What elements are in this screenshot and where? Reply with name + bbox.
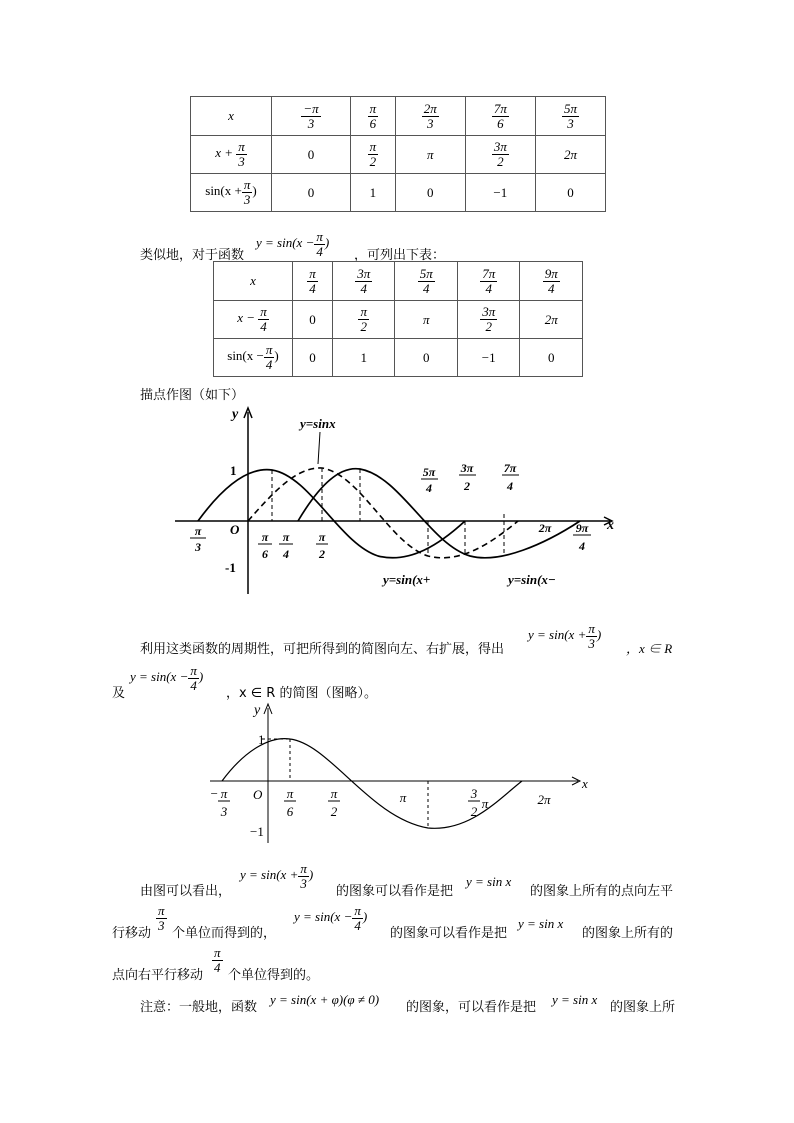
svg-text:2: 2 — [464, 479, 470, 493]
svg-text:π: π — [330, 786, 338, 801]
table-cell: $\frac{\pi}{2}$ — [350, 136, 395, 174]
svg-text:π: π — [261, 530, 269, 544]
paragraph-extend — [140, 620, 700, 664]
svg-text:2π: 2π — [537, 792, 551, 807]
svg-text:2π: 2π — [538, 521, 552, 535]
table-row-label: x — [214, 262, 293, 301]
similar-text-line — [140, 226, 660, 263]
graph1-x-label: x — [607, 518, 614, 533]
table-cell: 0 — [272, 136, 351, 174]
curve-sin-x-plus-pi-3 — [198, 470, 465, 558]
table-cell: 0 — [535, 174, 605, 212]
table-cell: 0 — [520, 339, 583, 377]
table-cell: π — [395, 301, 458, 339]
svg-text:O: O — [253, 787, 263, 802]
table-cell: 1 — [332, 339, 395, 377]
paragraph-text: 类似地，对于函数 — [140, 248, 245, 263]
table-row-label: x − $\frac{\pi}{4}$ — [214, 301, 293, 339]
svg-text:π: π — [220, 786, 228, 801]
table-cell: −1 — [457, 339, 520, 377]
table-cell: 1 — [350, 174, 395, 212]
svg-text:−1: −1 — [250, 824, 264, 839]
svg-text:−: − — [209, 786, 219, 801]
svg-text:π: π — [282, 530, 290, 544]
svg-text:5π: 5π — [422, 465, 436, 479]
svg-text:4: 4 — [283, 547, 289, 561]
label-y-sin-x-minus-pi-4: y=sin(x− — [508, 572, 556, 587]
table-cell: $\frac{2\pi}{3}$ — [395, 97, 465, 136]
table-cell: $\frac{3\pi}{4}$ — [332, 262, 395, 301]
table-cell: $\frac{-\pi}{3}$ — [272, 97, 351, 136]
label-y-sin-x-plus-pi-3: y=sin(x+ — [383, 572, 431, 587]
graph1-origin: O — [230, 522, 240, 537]
svg-text:3: 3 — [470, 786, 478, 801]
note-paragraph: 注意：一般地，函数 y = sin(x + φ)(φ ≠ 0) 的图象，可以看作是把 y = sin x 的图象上所 — [140, 992, 676, 1015]
table-cell: 0 — [272, 174, 351, 212]
table-cell: 0 — [293, 301, 333, 339]
svg-text:x: x — [582, 776, 588, 791]
paragraph-text: 及 — [112, 686, 126, 701]
graph1-y-label: y — [232, 407, 239, 422]
paragraph-text: ，可列出下表： — [354, 248, 446, 263]
table-row-label: x + $\frac{\pi}{3}$ — [191, 136, 272, 174]
svg-text:π: π — [481, 796, 489, 811]
svg-text:4: 4 — [507, 479, 513, 493]
table-cell: −1 — [465, 174, 535, 212]
table-cell: $\frac{3\pi}{2}$ — [465, 136, 535, 174]
curve-sin-x-minus-pi-4 — [298, 469, 580, 558]
table-cell: $\frac{9\pi}{4}$ — [520, 262, 583, 301]
table-cell: $\frac{\pi}{6}$ — [350, 97, 395, 136]
svg-text:3: 3 — [220, 804, 228, 819]
svg-text:π: π — [286, 786, 294, 801]
table-cell: 0 — [395, 174, 465, 212]
table-cell: 0 — [293, 339, 333, 377]
table-cell: $\frac{7\pi}{4}$ — [457, 262, 520, 301]
graph1-tick-1: 1 — [230, 463, 237, 478]
formula-sin-x-plus-pi-3: y = sin(x + $\frac{\pi}{3}$ ) — [528, 621, 602, 651]
formula-sin-x-minus-pi-4: y = sin(x − $\frac{\pi}{4}$ ) — [130, 663, 204, 693]
table-cell: π — [395, 136, 465, 174]
svg-text:π: π — [194, 524, 202, 538]
svg-text:9π: 9π — [575, 521, 589, 535]
svg-text:y: y — [254, 703, 261, 718]
svg-text:1: 1 — [258, 732, 265, 747]
table-row-label: x — [191, 97, 272, 136]
svg-text:7π: 7π — [503, 461, 517, 475]
table-cell: 0 — [395, 339, 458, 377]
svg-text:3: 3 — [195, 540, 201, 554]
table-cell: $\frac{\pi}{4}$ — [293, 262, 333, 301]
table-sin-x-minus-pi-4 — [213, 261, 583, 377]
paragraph-text: ，x ∈ R 的简图（图略）。 — [226, 686, 377, 701]
formula-sin-x-minus-pi-4: y = sin(x − $\frac{\pi}{4}$ ) — [256, 229, 330, 259]
paragraph-text: ，x ∈ R — [626, 641, 673, 656]
table-cell: 2π — [520, 301, 583, 339]
plot-caption: 描点作图（如下） — [140, 388, 245, 403]
svg-text:4: 4 — [426, 481, 432, 495]
table-cell: 2π — [535, 136, 605, 174]
paragraph-translation-2: 行移动 $\frac{\pi}{3}$ 个单位而得到的， y = sin(x − $\frac{\pi}{4}$ ) 的图象可以看作是把 y = sin x 的图象上所有的 — [112, 903, 674, 941]
paragraph-text: 利用这类函数的周期性，可把所得到的简图向左、右扩展，得出 — [140, 642, 505, 657]
paragraph-translation-3: 点向右平行移动 $\frac{\pi}{4}$ 个单位得到的。 — [112, 945, 320, 983]
table-cell: $\frac{7\pi}{6}$ — [465, 97, 535, 136]
svg-text:4: 4 — [579, 539, 585, 553]
svg-text:2: 2 — [470, 804, 478, 819]
svg-text:π: π — [318, 530, 326, 544]
paragraph-extend-2 — [112, 660, 672, 700]
label-y-sinx: y=sinx — [300, 416, 336, 431]
svg-text:6: 6 — [262, 547, 268, 561]
graph1-tick-neg1: -1 — [225, 560, 236, 575]
table-cell: $\frac{3\pi}{2}$ — [457, 301, 520, 339]
svg-text:6: 6 — [286, 804, 294, 819]
svg-text:π: π — [399, 790, 407, 805]
table-cell: $\frac{\pi}{2}$ — [332, 301, 395, 339]
paragraph-translation-1: 由图可以看出， y = sin(x + $\frac{\pi}{3}$ ) 的图象可以看作是把 y = sin x 的图象上所有的点向左平 — [140, 861, 674, 899]
svg-text:2: 2 — [319, 547, 325, 561]
svg-text:3π: 3π — [460, 461, 474, 475]
table-cell: $\frac{5\pi}{3}$ — [535, 97, 605, 136]
graph-sin-x-plus-pi-3 — [200, 698, 600, 848]
table-cell: $\frac{5\pi}{4}$ — [395, 262, 458, 301]
table-row-label: sin(x − $\frac{\pi}{4}$ ) — [214, 339, 293, 377]
svg-text:2: 2 — [330, 804, 338, 819]
table-sin-x-plus-pi-3 — [190, 96, 606, 212]
graph-three-sine-curves — [170, 404, 620, 604]
table-row-label: sin(x + $\frac{\pi}{3}$ ) — [191, 174, 272, 212]
